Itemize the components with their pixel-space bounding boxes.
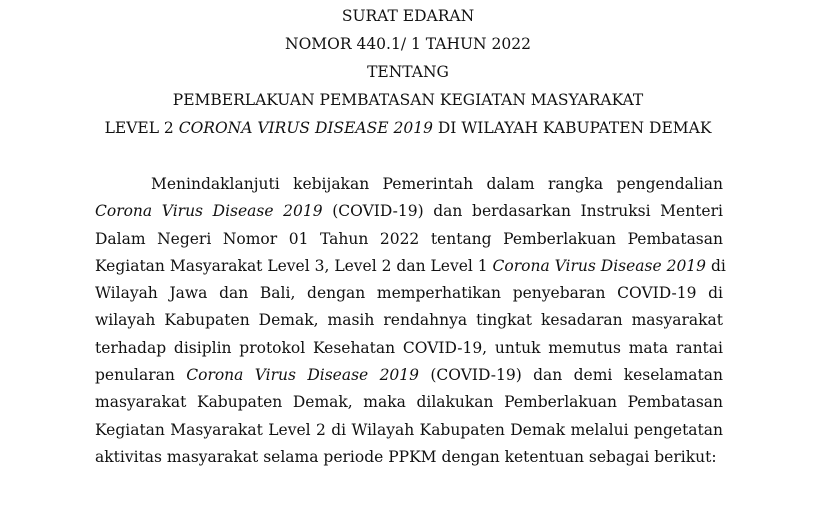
subject-line-2-suffix: DI WILAYAH KABUPATEN DEMAK — [432, 119, 712, 137]
body-line-10: Kegiatan Masyarakat Level 2 di Wilayah Kabupaten Demak melalui pengetatan — [95, 420, 723, 439]
body-line-2 — [95, 198, 723, 225]
body-paragraph — [95, 171, 726, 471]
body-line-7: terhadap disiplin protokol Kesehatan COVID-19, untuk memutus mata rantai — [95, 338, 723, 357]
body-line-5: Wilayah Jawa dan Bali, dengan memperhatikan penyebaran COVID-19 di — [95, 284, 723, 303]
body-line-8-suffix: (COVID-19) dan demi keselamatan — [419, 366, 723, 385]
body-line-1: Menindaklanjuti kebijakan Pemerintah dalam rangka pengendalian — [151, 175, 723, 193]
subject-line-2-italic: CORONA VIRUS DISEASE 2019 — [178, 119, 433, 137]
body-line-2-italic: Corona Virus Disease 2019 — [95, 202, 323, 221]
body-line-9: masyarakat Kabupaten Demak, maka dilakukan Pemberlakuan Pembatasan — [95, 393, 723, 412]
body-line-4-prefix: Kegiatan Masyarakat Level 3, Level 2 dan Level 1 — [95, 256, 493, 275]
body-line-4-italic: Corona Virus Disease 2019 — [492, 256, 707, 275]
document-number: NOMOR 440.1/ 1 TAHUN 2022 — [285, 35, 531, 53]
body-line-8-prefix: penularan — [95, 366, 187, 385]
body-line-6: wilayah Kabupaten Demak, masih rendahnya tingkat kesadaran masyarakat — [95, 311, 723, 330]
body-line-8 — [95, 362, 723, 389]
document-title: SURAT EDARAN — [341, 7, 475, 25]
body-line-2-rest: (COVID-19) dan berdasarkan Instruksi Menteri — [322, 202, 723, 221]
document-subject-line-2 — [0, 114, 816, 142]
body-line-4 — [95, 253, 726, 280]
document-subject-line-1: PEMBERLAKUAN PEMBATASAN KEGIATAN MASYARAKAT — [172, 91, 644, 109]
body-line-8-italic: Corona Virus Disease 2019 — [186, 366, 420, 385]
body-line-3: Dalam Negeri Nomor 01 Tahun 2022 tentang Pemberlakuan Pembatasan — [95, 229, 723, 248]
body-line-4-suffix: di — [706, 256, 726, 275]
document-about-label: TENTANG — [367, 63, 449, 81]
body-line-11: aktivitas masyarakat selama periode PPKM dengan ketentuan sebagai berikut: — [95, 447, 717, 466]
subject-line-2-prefix: LEVEL 2 — [104, 119, 179, 137]
